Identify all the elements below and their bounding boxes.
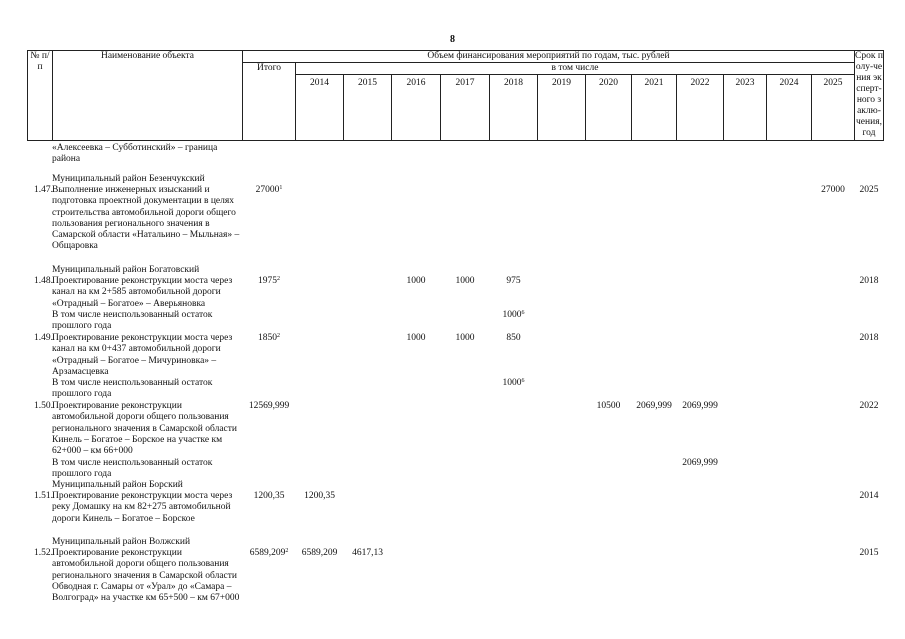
value-2022: 2069,999 <box>682 401 718 411</box>
header-year-2019: 2019 <box>552 78 571 88</box>
header-year-2023: 2023 <box>735 78 755 88</box>
table-header <box>27 50 884 141</box>
district-label: Муниципальный район Волжский <box>52 537 191 547</box>
total-value: 1200,35 <box>253 491 285 501</box>
header-line-including <box>295 74 854 75</box>
vline-1 <box>52 50 53 141</box>
object-name: Проектирование реконструкции автомобильной дороги общего пользования регионального значения в Самарской области Кинель – Богатое – Борское на участке км 62+000 – км 66+000 <box>52 401 237 457</box>
row-index: 1.52. <box>34 548 53 558</box>
header-year-2016: 2016 <box>406 78 426 88</box>
value-2020: 10500 <box>596 401 621 411</box>
vline-16 <box>883 50 884 141</box>
district-label: Муниципальный район Борский <box>52 480 183 490</box>
unused-balance-label: В том числе неиспользованный остаток прошлого года <box>52 458 213 480</box>
district-label: Муниципальный район Безенчукский <box>52 174 205 184</box>
value-2025: 27000 <box>821 185 845 195</box>
header-term: Срок полу-чения эксперт-ного заклю-чения, год <box>855 51 883 138</box>
header-year-2021: 2021 <box>644 78 664 88</box>
header-total: Итого <box>256 63 282 73</box>
value-2014: 6589,209 <box>301 548 338 558</box>
header-year-2014: 2014 <box>310 78 329 88</box>
term-value: 2014 <box>859 491 879 501</box>
header-bottom-border <box>27 140 884 141</box>
row-index: 1.48. <box>34 276 53 286</box>
value-2016: 1000 <box>406 333 426 343</box>
term-value: 2015 <box>859 548 879 558</box>
unused-balance-label: В том числе неиспользованный остаток прошлого года <box>52 378 213 400</box>
total-value: 1850$^2$ <box>258 333 280 343</box>
header-year-2017: 2017 <box>455 78 475 88</box>
row-index: 1.50. <box>34 401 53 411</box>
header-including: в том числе <box>551 63 599 73</box>
row-index: 1.47. <box>34 185 53 195</box>
header-funding: Объем финансирования мероприятий по годам, тыс. рублей <box>427 51 670 61</box>
value-2014: 1200,35 <box>304 491 335 501</box>
object-name: Проектирование реконструкции моста через реку Домашку на км 82+275 автомобильной дороги Кинель – Богатое – Борское <box>52 491 233 524</box>
total-value: 12569,999 <box>248 401 290 411</box>
value-2021: 2069,999 <box>636 401 672 411</box>
header-year-2015: 2015 <box>358 78 377 88</box>
term-value: 2025 <box>859 185 879 195</box>
term-value: 2022 <box>859 401 879 411</box>
header-year-2018: 2018 <box>504 78 523 88</box>
district-label: Муниципальный район Богатовский <box>52 265 200 275</box>
value-2017: 1000 <box>455 333 475 343</box>
vline-0 <box>27 50 28 141</box>
value-2018: 975 <box>506 276 521 286</box>
page-number: 8 <box>450 34 455 45</box>
row-index: 1.49. <box>34 333 53 343</box>
total-value: 1975$^2$ <box>258 276 280 286</box>
unused-balance-2022: 2069,999 <box>682 458 718 468</box>
total-value: 6589,209$^2$ <box>249 548 289 558</box>
header-name: Наименование объекта <box>100 51 194 61</box>
continuation-text: «Алексеевка – Субботинский» – граница района <box>52 143 218 165</box>
object-name: Выполнение инженерных изысканий и подготовка проектной документации в целях строительства автомобильной дороги общего пользования регионального значения в Самарской области «Натальино – Мыльная» – Общаровка <box>52 185 240 252</box>
header-year-2022: 2022 <box>690 78 710 88</box>
header-year-2025: 2025 <box>823 78 843 88</box>
header-year-2024: 2024 <box>779 78 799 88</box>
unused-balance-2018: 1000$^6$ <box>502 378 525 388</box>
header-year-2020: 2020 <box>599 78 618 88</box>
object-name: Проектирование реконструкции моста через канал на км 0+437 автомобильной дороги «Отрадный – Богатое – Мичуриновка» – Арзамасцевка <box>52 333 233 377</box>
value-2016: 1000 <box>406 276 426 286</box>
object-name: Проектирование реконструкции моста через канал на км 2+585 автомобильной дороги «Отрадный – Богатое» – Аверьяновка <box>52 276 233 309</box>
total-value: 27000$^1$ <box>255 185 283 195</box>
value-2018: 850 <box>506 333 521 343</box>
value-2015: 4617,13 <box>352 548 383 558</box>
term-value: 2018 <box>859 276 879 286</box>
value-2017: 1000 <box>455 276 475 286</box>
row-index: 1.51. <box>34 491 53 501</box>
unused-balance-2018: 1000$^6$ <box>502 310 525 320</box>
header-num: № п/п <box>30 51 50 72</box>
object-name: Проектирование реконструкции автомобильной дороги общего пользования регионального значения в Самарской области Обводная г. Самары от «Урал» до «Самара – Волгоград» на участке км 65+500 – км 67+000 <box>52 548 240 604</box>
unused-balance-label: В том числе неиспользованный остаток прошлого года <box>52 310 213 332</box>
term-value: 2018 <box>859 333 879 343</box>
